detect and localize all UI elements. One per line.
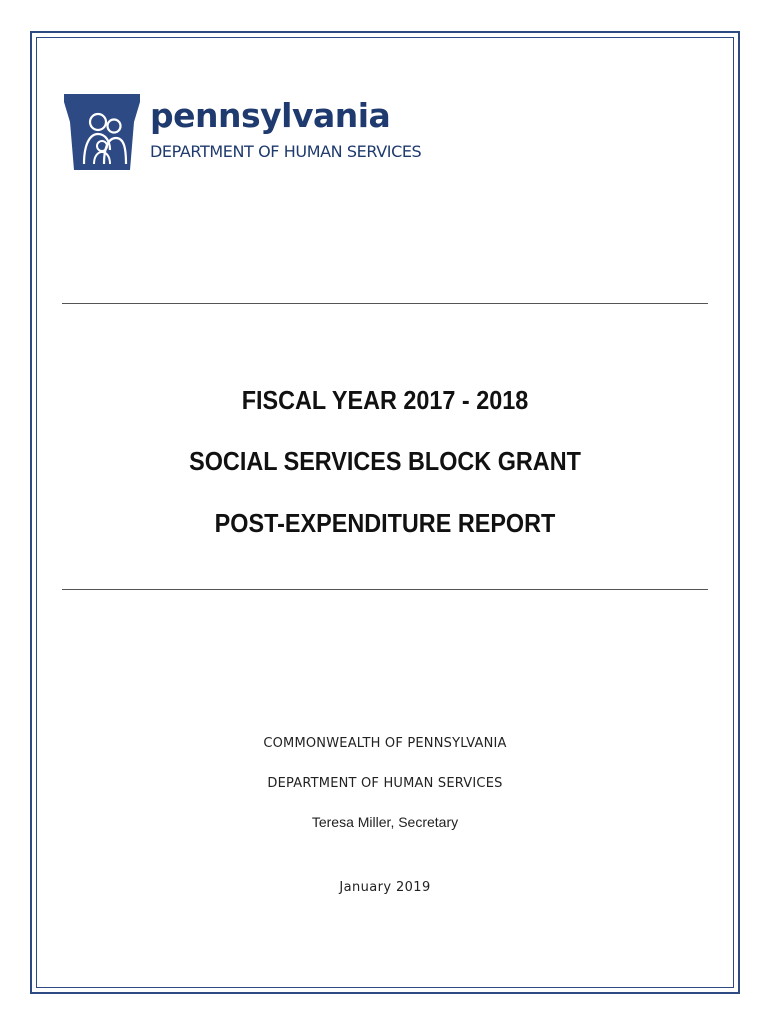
report-title-fiscal-year: FISCAL YEAR 2017 - 2018: [241, 385, 529, 415]
divider-top: [62, 303, 708, 304]
secretary-label: Teresa Miller, Secretary: [311, 814, 459, 830]
report-title-type: POST-EXPENDITURE REPORT: [214, 508, 556, 538]
report-title-grant: SOCIAL SERVICES BLOCK GRANT: [189, 446, 581, 476]
logo-wordmark: pennsylvania: [150, 96, 391, 135]
divider-bottom: [62, 589, 708, 590]
logo-department: DEPARTMENT OF HUMAN SERVICES: [150, 142, 422, 161]
commonwealth-label: COMMONWEALTH OF PENNSYLVANIA: [263, 736, 507, 751]
keystone-family-icon: [62, 92, 142, 172]
department-label: DEPARTMENT OF HUMAN SERVICES: [267, 776, 503, 791]
report-date: January 2019: [339, 880, 431, 895]
dhs-logo: [62, 92, 432, 174]
